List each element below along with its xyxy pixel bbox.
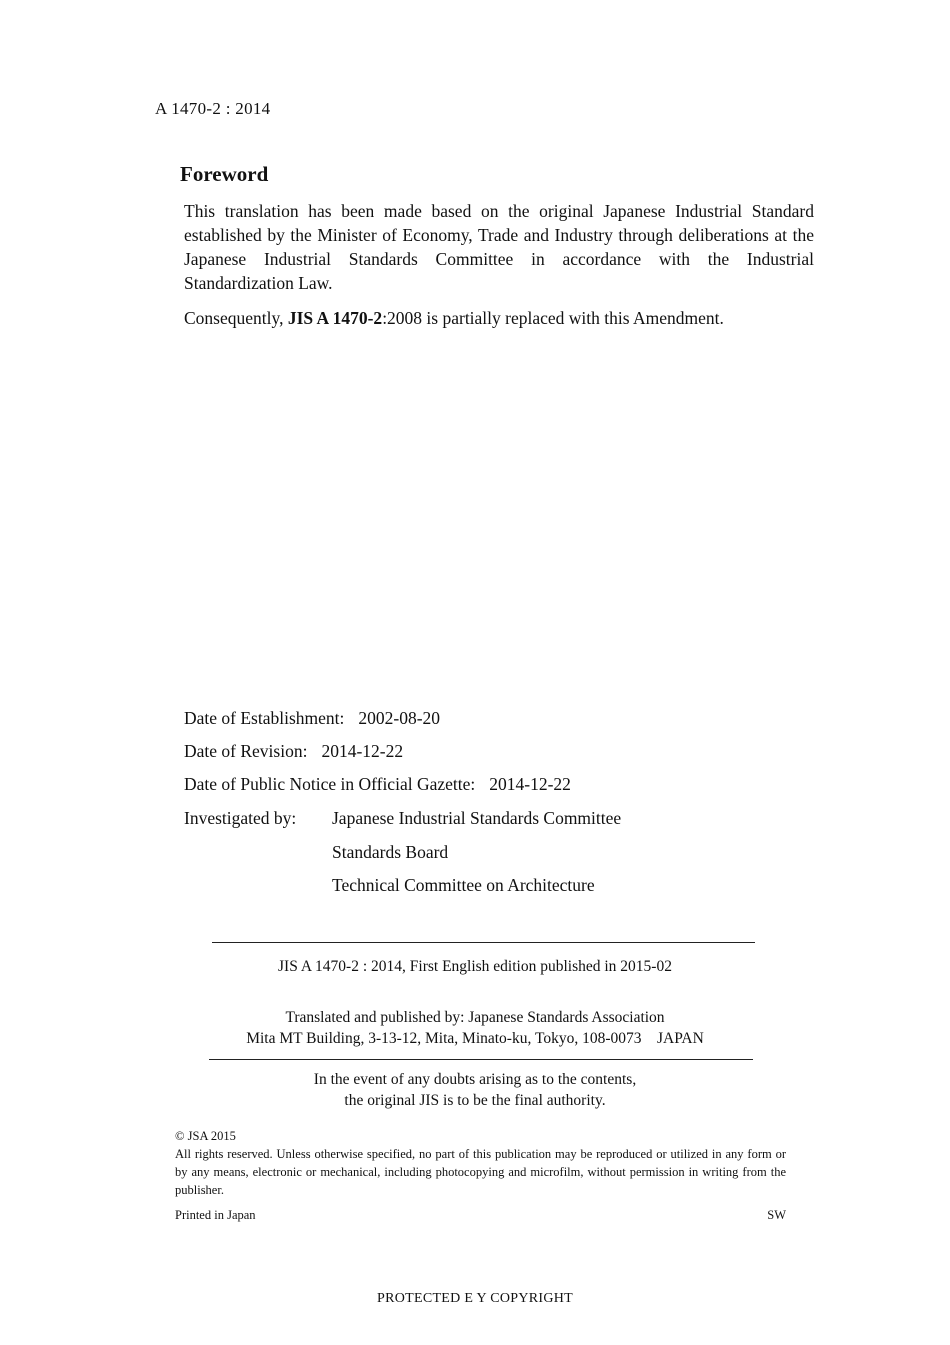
amendment-suffix: :2008 is partially replaced with this Amendment. xyxy=(382,308,724,328)
document-code: A 1470-2 : 2014 xyxy=(155,99,271,118)
investigated-line: Japanese Industrial Standards Committee xyxy=(332,808,622,828)
divider xyxy=(212,942,755,943)
investigated-row xyxy=(184,808,621,829)
doubt-line: the original JIS is to be the final authority. xyxy=(344,1092,606,1109)
print-code: SW xyxy=(767,1208,786,1222)
address-line: Mita MT Building, 3-13-12, Mita, Minato-ku, Tokyo, 108-0073 JAPAN xyxy=(246,1030,704,1047)
printed-in-japan: Printed in Japan xyxy=(175,1208,256,1222)
edition-line: JIS A 1470-2 : 2014, First English edition published in 2015-02 xyxy=(278,958,672,975)
amendment-paragraph xyxy=(184,306,814,330)
copyright-footer: PROTECTED E Y COPYRIGHT xyxy=(376,1291,574,1306)
revision-label: Date of Revision: xyxy=(184,741,308,761)
rights-notice: All rights reserved. Unless otherwise specified, no part of this publication may be reproduced or utilized in any form or by any means, electronic or mechanical, including photocopying and microfilm, without permission in writing from the publisher. xyxy=(175,1147,786,1197)
establishment-label: Date of Establishment: xyxy=(184,708,345,728)
foreword-paragraph: This translation has been made based on the original Japanese Industrial Standard established by the Minister of Economy, Trade and Industry through deliberations at the Japanese Industrial Standards Committee in accordance with the Industrial Standardization Law. xyxy=(184,201,814,293)
copyright-mark: © JSA 2015 xyxy=(175,1129,236,1143)
standard-reference: JIS A 1470-2 xyxy=(287,308,383,328)
gazette-label: Date of Public Notice in Official Gazette: xyxy=(184,774,476,794)
revision-row xyxy=(184,741,403,762)
foreword-heading: Foreword xyxy=(180,162,269,186)
gazette-row xyxy=(184,774,571,795)
divider xyxy=(209,1059,753,1060)
revision-date: 2014-12-22 xyxy=(321,741,404,761)
investigated-label: Investigated by: xyxy=(184,808,297,828)
publisher-line: Translated and published by: Japanese Standards Association xyxy=(285,1009,665,1026)
amendment-prefix: Consequently, xyxy=(184,308,288,328)
establishment-row xyxy=(184,708,440,729)
establishment-date: 2002-08-20 xyxy=(358,708,441,728)
investigated-line: Technical Committee on Architecture xyxy=(332,875,595,895)
investigated-line: Standards Board xyxy=(332,842,449,862)
doubt-line: In the event of any doubts arising as to the contents, xyxy=(313,1071,637,1088)
printed-row xyxy=(175,1208,786,1223)
gazette-date: 2014-12-22 xyxy=(489,774,571,794)
